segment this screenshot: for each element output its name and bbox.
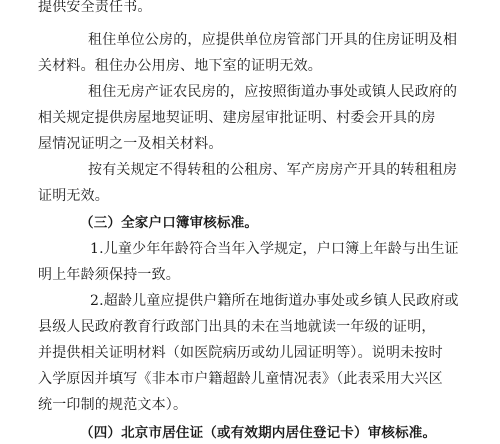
text-line: 1.儿童少年年龄符合当年入学规定，户口簿上年龄与出生证	[90, 241, 459, 257]
text-line: 统一印制的规范文本）。	[38, 397, 188, 413]
text-line: 2.超龄儿童应提供户籍所在地街道办事处或乡镇人民政府或	[90, 293, 459, 309]
section-heading: （四）北京市居住证（或有效期内居住登记卡）审核标准。	[80, 425, 437, 441]
text-line: 关材料。租住办公用房、地下室的证明无效。	[38, 58, 322, 74]
section-heading: （三）全家户口簿审核标准。	[80, 215, 259, 231]
text-line: 相关规定提供房屋地契证明、建房屋审批证明、村委会开具的房	[38, 110, 436, 126]
text-line: 提供安全责任书。	[38, 0, 152, 15]
text-line: 并提供相关证明材料（如医院病历或幼儿园证明等）。说明未按时	[38, 345, 443, 361]
text-line: 入学原因并填写《非本市户籍超龄儿童情况表》（此表采用大兴区	[38, 371, 443, 387]
text-line: 明上年龄须保持一致。	[38, 267, 180, 283]
text-line: 租住单位公房的，应提供单位房管部门开具的住房证明及相	[88, 32, 458, 48]
text-line: 租住无房产证农民房的，应按照街道办事处或镇人民政府的	[88, 84, 458, 100]
text-line: 证明无效。	[38, 188, 109, 204]
text-line: 按有关规定不得转租的公租房、军产房房产开具的转租租房	[88, 162, 458, 178]
text-line: 屋情况证明之一及相关材料。	[38, 136, 223, 152]
text-line: 县级人民政府教育行政部门出具的未在当地就读一年级的证明，	[38, 319, 436, 335]
